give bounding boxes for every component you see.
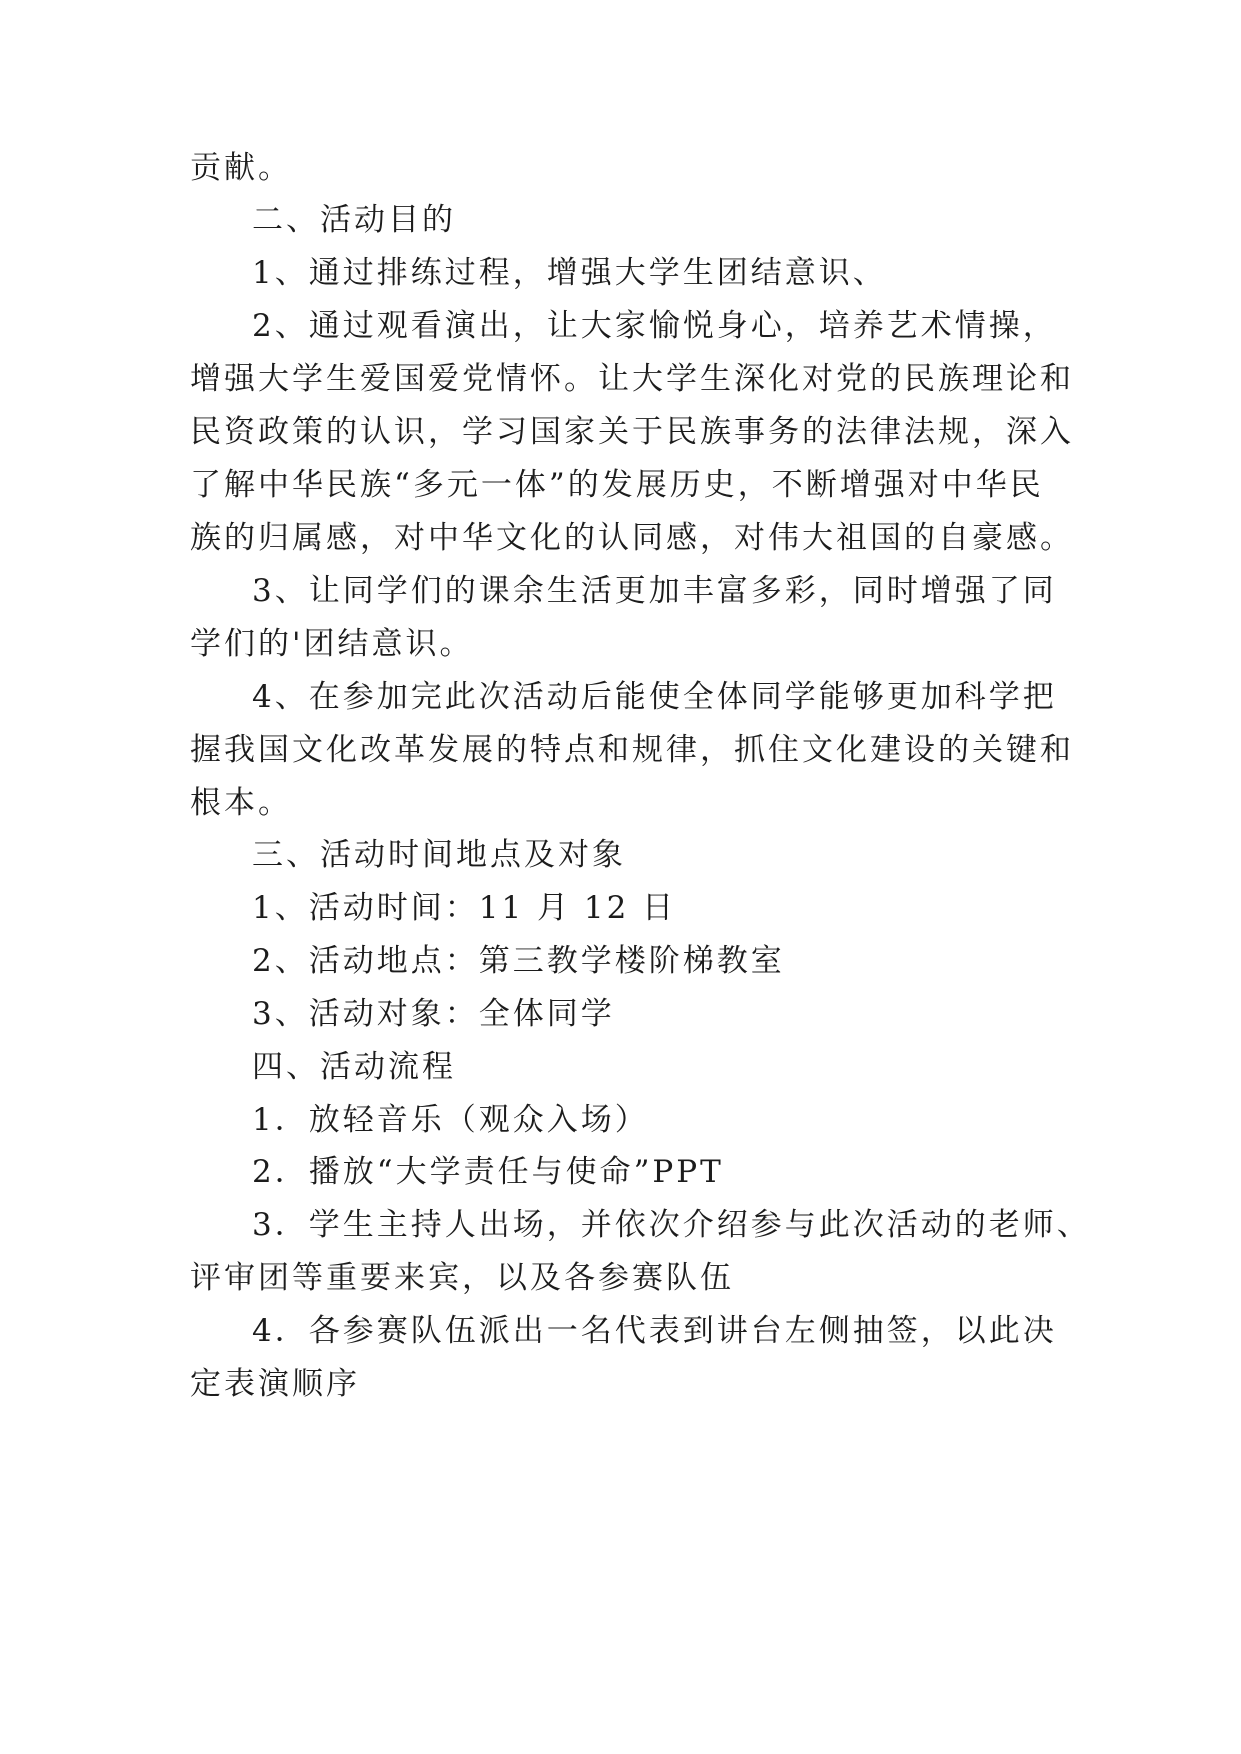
text-line: 评审团等重要来宾，以及各参赛队伍 bbox=[190, 1260, 734, 1296]
text-line: 民资政策的认识，学习国家关于民族事务的法律法规，深入 bbox=[190, 414, 1074, 450]
text-line: 学们的'团结意识。 bbox=[190, 626, 474, 662]
list-item: 2．播放“大学责任与使命”PPT bbox=[252, 1154, 724, 1190]
list-item: 1．放轻音乐（观众入场） bbox=[252, 1102, 649, 1138]
section-heading: 三、活动时间地点及对象 bbox=[252, 837, 626, 873]
list-item: 2、通过观看演出，让大家愉悦身心，培养艺术情操， bbox=[252, 308, 1057, 344]
text-line: 定表演顺序 bbox=[190, 1366, 360, 1402]
list-item: 2、活动地点：第三教学楼阶梯教室 bbox=[252, 943, 785, 979]
list-item: 3、活动对象：全体同学 bbox=[252, 996, 615, 1032]
list-item: 4．各参赛队伍派出一名代表到讲台左侧抽签，以此决 bbox=[252, 1313, 1057, 1349]
text-line: 贡献。 bbox=[190, 150, 292, 186]
list-item: 1、活动时间：11 月 12 日 bbox=[252, 890, 677, 926]
text-line: 握我国文化改革发展的特点和规律，抓住文化建设的关键和 bbox=[190, 732, 1074, 768]
text-line: 根本。 bbox=[190, 785, 292, 821]
text-line: 增强大学生爱国爱党情怀。让大学生深化对党的民族理论和 bbox=[190, 361, 1074, 397]
text-line: 族的归属感，对中华文化的认同感，对伟大祖国的自豪感。 bbox=[190, 520, 1074, 556]
list-item: 1、通过排练过程，增强大学生团结意识、 bbox=[252, 255, 887, 291]
list-item: 3．学生主持人出场，并依次介绍参与此次活动的老师、 bbox=[252, 1207, 1091, 1243]
list-item: 3、让同学们的课余生活更加丰富多彩，同时增强了同 bbox=[252, 573, 1057, 609]
section-heading: 二、活动目的 bbox=[252, 202, 456, 238]
list-item: 4、在参加完此次活动后能使全体同学能够更加科学把 bbox=[252, 679, 1057, 715]
text-line: 了解中华民族“多元一体”的发展历史，不断增强对中华民 bbox=[190, 467, 1044, 503]
section-heading: 四、活动流程 bbox=[252, 1049, 456, 1085]
